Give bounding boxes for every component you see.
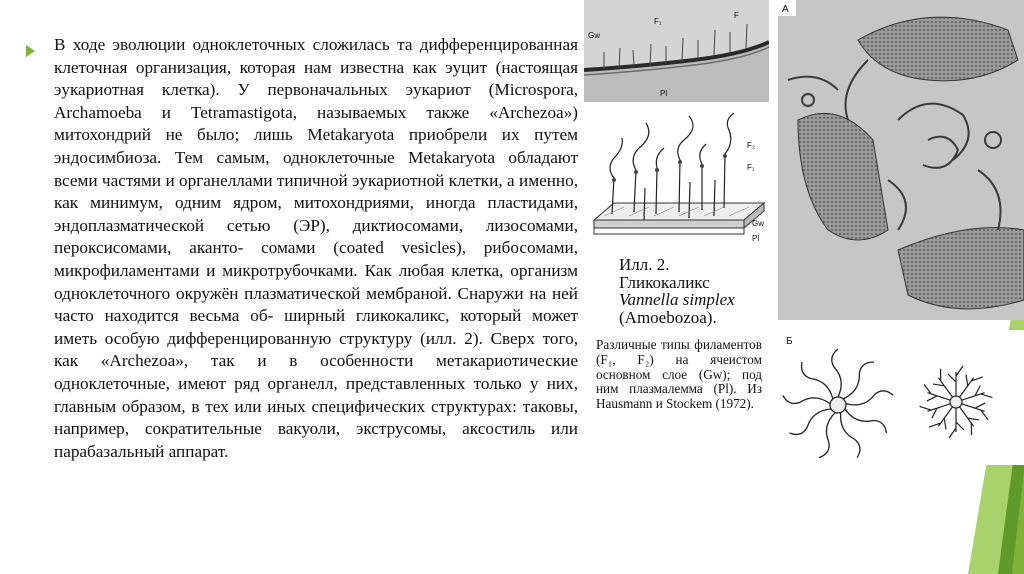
fig-label-gw-mid: Gw bbox=[752, 219, 764, 228]
fig-label-f1: F₁ bbox=[654, 17, 662, 26]
fig-label-pl-mid: Pl bbox=[752, 234, 760, 243]
filament-star-diagrams-b bbox=[778, 330, 1024, 465]
bullet-arrow-icon bbox=[26, 45, 35, 57]
fig-label-gw: Gw bbox=[588, 31, 600, 40]
glycocalyx-schematic-drawing bbox=[584, 108, 769, 251]
fig-label-b: Б bbox=[786, 336, 793, 347]
caption-line-3-species: Vannella simplex bbox=[619, 290, 735, 309]
figure-caption-body: Различные типы филаментов (F₁, F₂) на ячеистом основном слое (Gw); под ним плазмалемма (Pl). Из Hausmann и Stockem (1972). bbox=[596, 337, 762, 412]
caption-line-4: (Amoebozoa). bbox=[619, 307, 717, 327]
main-paragraph bbox=[54, 34, 578, 463]
caption-line-1: Илл. 2. bbox=[619, 255, 670, 274]
fig-label-f2: F₂ bbox=[747, 141, 755, 150]
caption-line-2: Гликокаликс bbox=[619, 272, 710, 292]
fig-label-f1-mid: F₁ bbox=[747, 163, 755, 172]
main-paragraph-text: В ходе эволюции одноклеточных сложилась та дифференцированная клеточная организация, которая нам известна как эуцит (настоящая эукариотная клетка). У первоначальных эукариот (Microspora, Archamoeba и Tetramastigota, называемых также «Archezoa») митохондрий не было; лишь Metakaryota приобрели их путем эндосимбиоза. Тем самым, одноклеточные Metakaryota обладают всеми частями и органеллами типичной эукариотной клетки, а именно, как минимум, одним ядром, митохондриями, иногда пластидами, эндоплазматической сетью (ЭР), диктиосомами, лизосомами, пероксисомами, аканто- сомами (coated vesicles), рибосомами, микрофиламентами и микротрубочками. Как любая клетка, организм одноклеточного окружён плазматической мембраной. Снаружи на ней часто находится весьма об- ширный гликокаликс, который может иметь особую дифференцированную структуру (илл. 2). Сверх того, как «Archezoa», так и в особенности метакариотические одноклеточные, имеют ряд органелл, представленных только у них, главным образом, в тех или иных специфических структурах: таковы, например, сократительные вакуоли, экструсомы, аксостиль или парабазальный аппарат. bbox=[54, 35, 578, 461]
fig-label-pl: Pl bbox=[660, 89, 668, 98]
figure-caption-title bbox=[619, 256, 769, 326]
fig-label-f: F bbox=[734, 11, 739, 20]
glycocalyx-section-micrograph bbox=[584, 0, 769, 102]
fig-label-a: A bbox=[782, 4, 789, 15]
electron-micrograph-a bbox=[778, 0, 1024, 320]
